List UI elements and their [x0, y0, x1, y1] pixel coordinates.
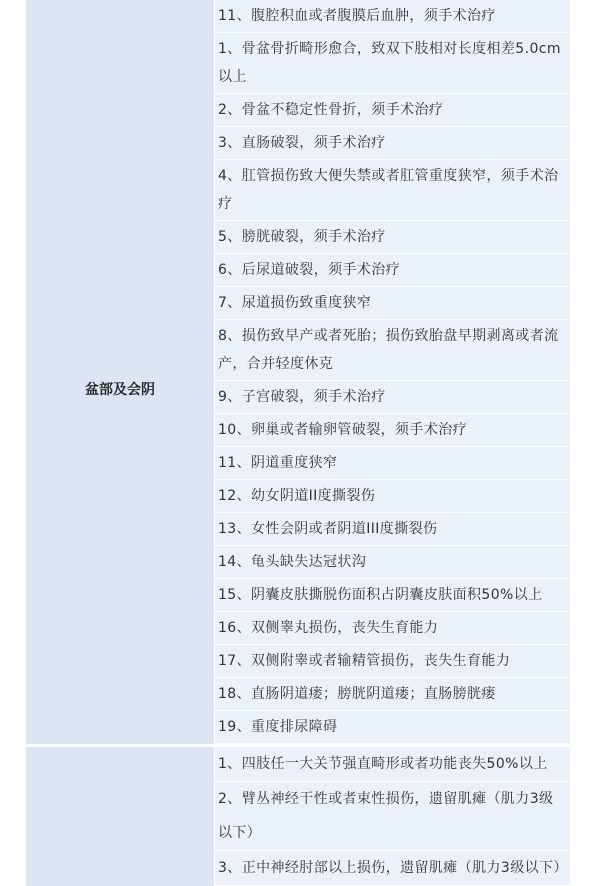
list-item: 1、四肢任一大关节强直畸形或者功能丧失50%以上	[215, 747, 570, 782]
list-item: 6、后尿道破裂，须手术治疗	[215, 254, 570, 287]
list-item: 7、尿道损伤致重度狭窄	[215, 287, 570, 320]
list-item: 2、臂丛神经干性或者束性损伤，遗留肌瘫（肌力3级以下）	[215, 782, 570, 851]
list-item: 3、正中神经肘部以上损伤，遗留肌瘫（肌力3级以下）	[215, 851, 570, 886]
list-item: 16、双侧睾丸损伤，丧失生育能力	[215, 612, 570, 645]
list-item: 19、重度排尿障碍	[215, 711, 570, 744]
table-section-limbs	[26, 747, 570, 886]
list-item: 15、阴囊皮肤撕脱伤面积占阴囊皮肤面积50%以上	[215, 579, 570, 612]
list-item: 1、骨盆骨折畸形愈合，致双下肢相对长度相差5.0cm以上	[215, 33, 570, 94]
list-item: 3、直肠破裂，须手术治疗	[215, 127, 570, 160]
list-item: 8、损伤致早产或者死胎；损伤致胎盘早期剥离或者流产，合并轻度休克	[215, 320, 570, 381]
category-cell	[26, 0, 215, 33]
list-item: 10、卵巢或者输卵管破裂，须手术治疗	[215, 414, 570, 447]
list-item: 13、女性会阴或者阴道III度撕裂伤	[215, 513, 570, 546]
list-item: 12、幼女阴道II度撕裂伤	[215, 480, 570, 513]
list-item: 17、双侧附睾或者输精管损伤，丧失生育能力	[215, 645, 570, 678]
injury-standards-table	[26, 0, 570, 886]
list-item: 2、骨盆不稳定性骨折，须手术治疗	[215, 94, 570, 127]
items-cell	[215, 747, 570, 886]
list-item: 9、子宫破裂，须手术治疗	[215, 381, 570, 414]
category-cell	[26, 747, 215, 886]
category-cell: 盆部及会阴	[26, 33, 215, 744]
list-item: 5、膀胱破裂，须手术治疗	[215, 221, 570, 254]
table-section-pelvis-perineum	[26, 33, 570, 744]
items-cell	[215, 0, 570, 33]
list-item: 11、阴道重度狭窄	[215, 447, 570, 480]
list-item: 4、肛管损伤致大便失禁或者肛管重度狭窄，须手术治疗	[215, 160, 570, 221]
list-item: 11、腹腔积血或者腹膜后血肿，须手术治疗	[215, 0, 570, 33]
table-section-previous	[26, 0, 570, 33]
items-cell	[215, 33, 570, 744]
list-item: 18、直肠阴道瘘；膀胱阴道瘘；直肠膀胱瘘	[215, 678, 570, 711]
list-item: 14、龟头缺失达冠状沟	[215, 546, 570, 579]
